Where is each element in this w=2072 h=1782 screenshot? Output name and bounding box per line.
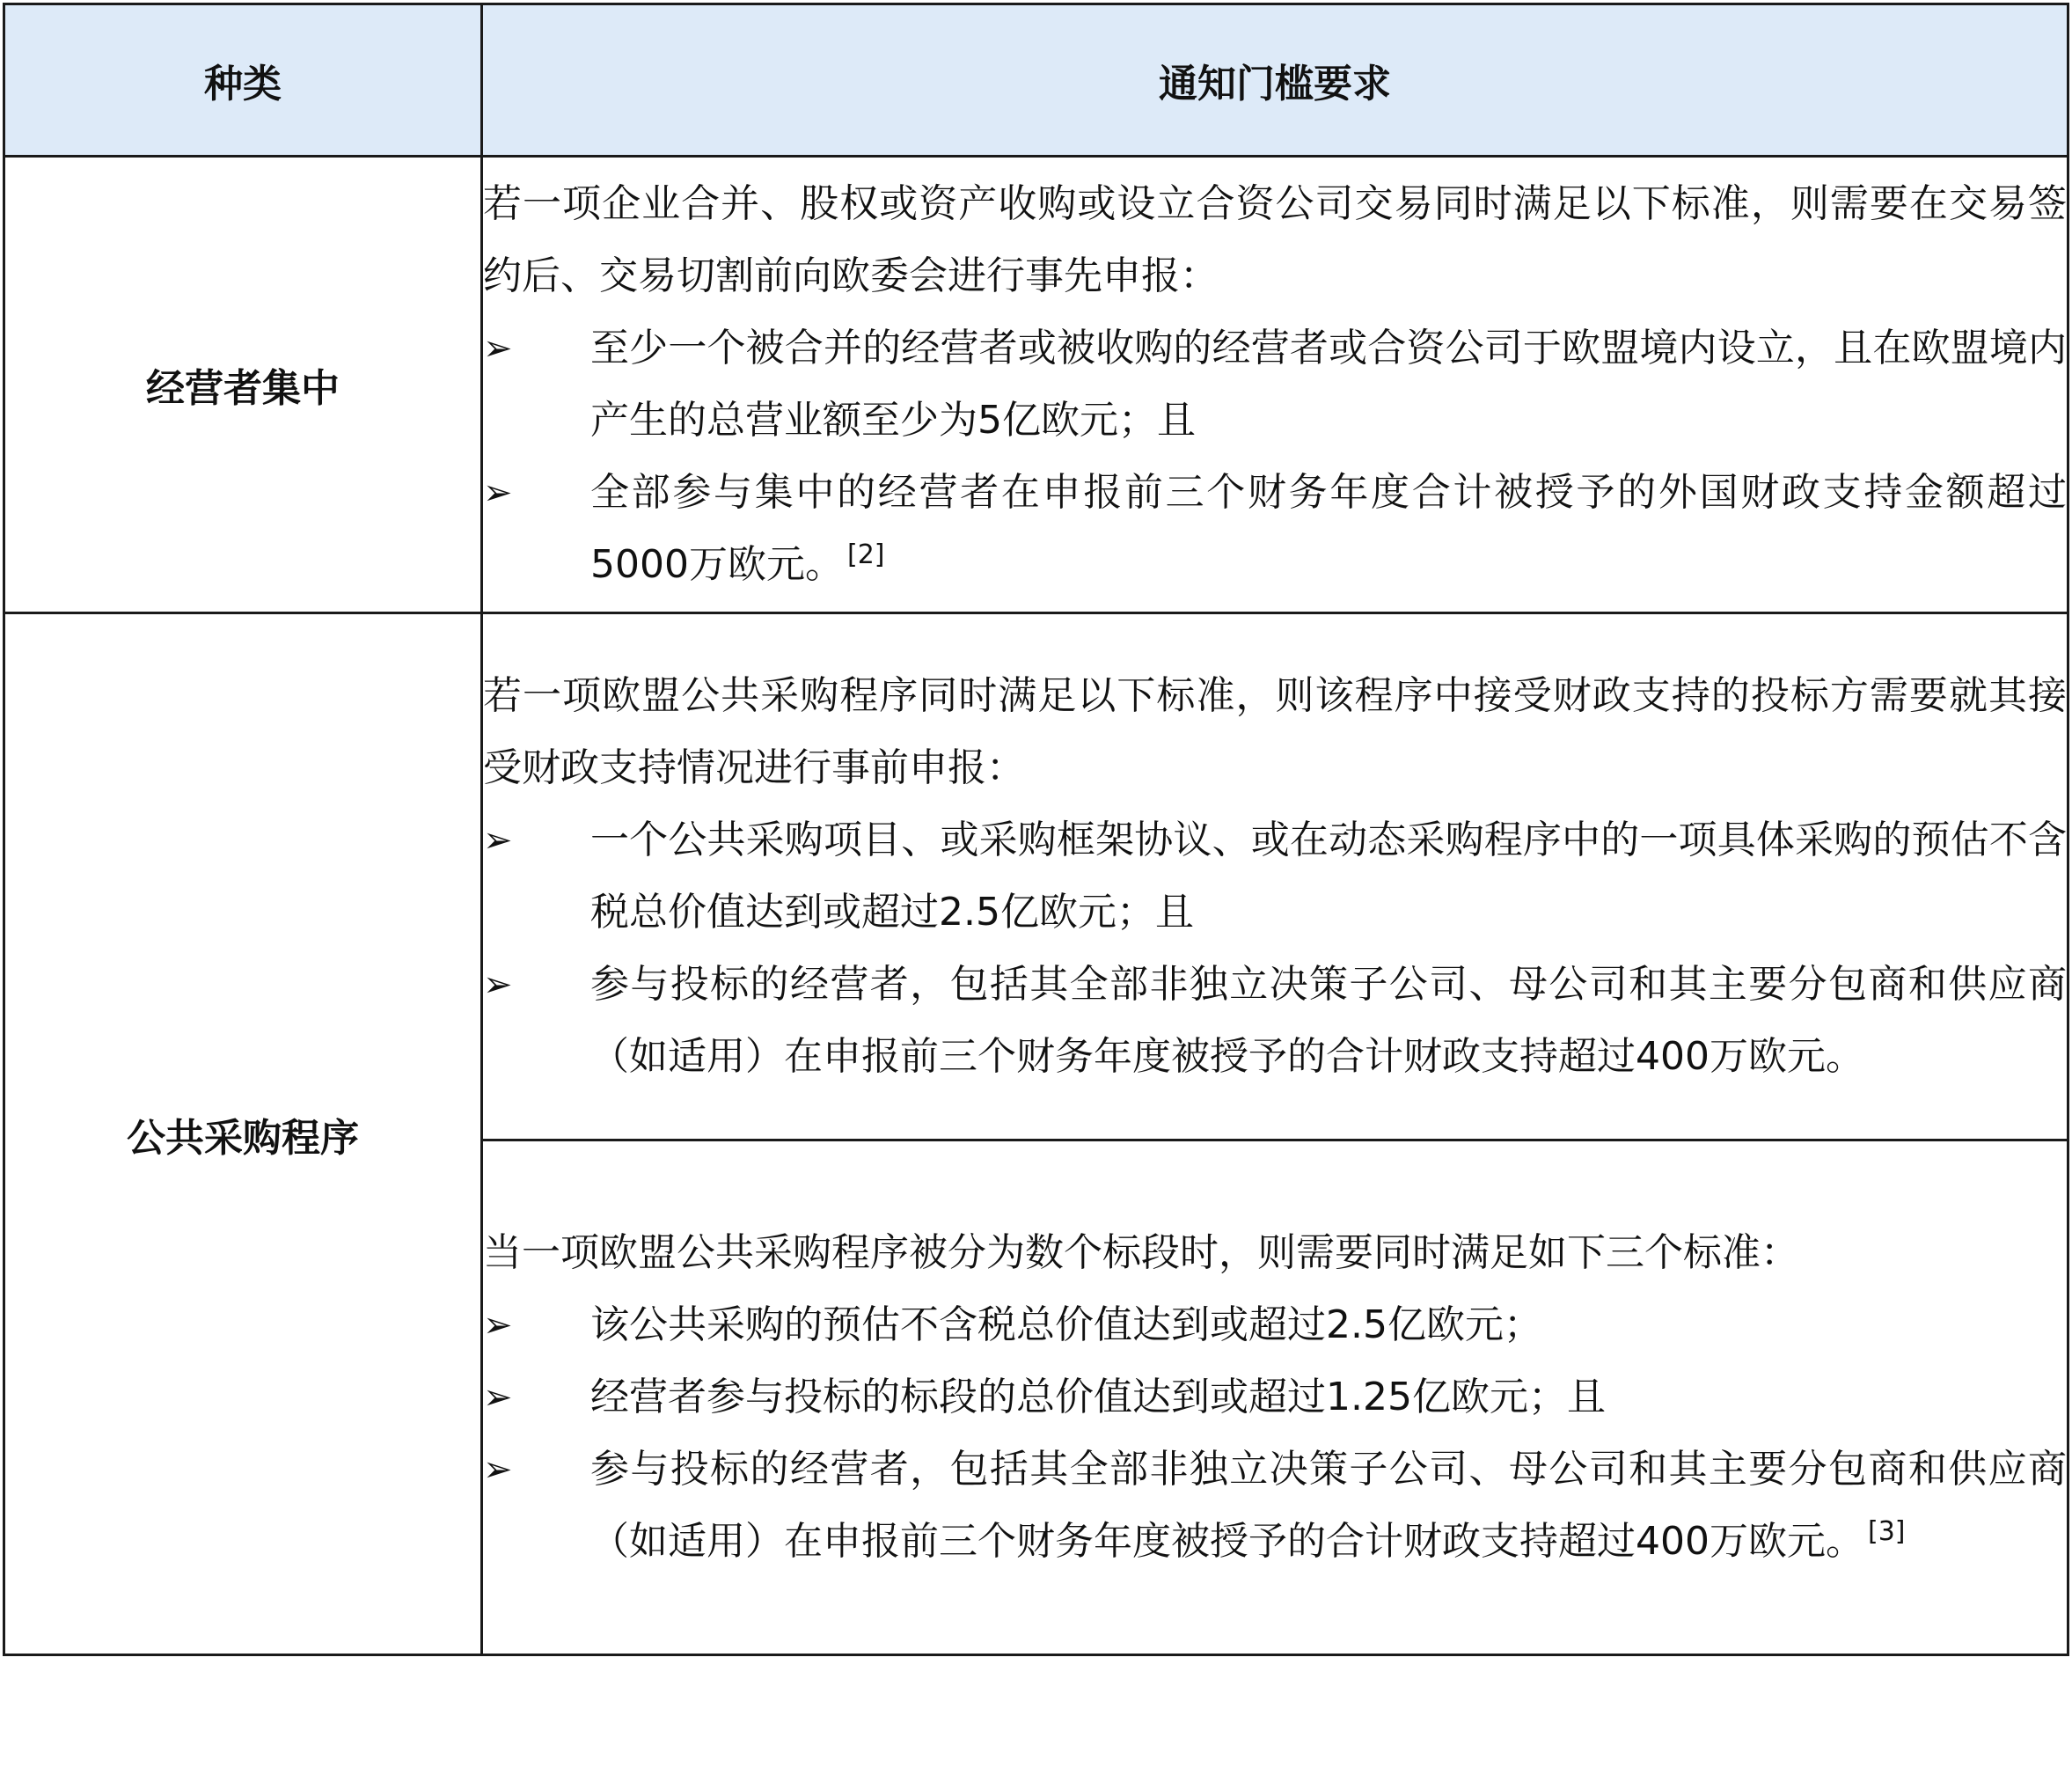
- category-cell: 经营者集中: [4, 157, 482, 613]
- requirement-cell: [482, 613, 2068, 1140]
- arrow-bullet-icon: ➢: [483, 328, 513, 369]
- list-item: [483, 1361, 2067, 1434]
- table-row: [4, 157, 2068, 613]
- requirement-intro: 若一项欧盟公共采购程序同时满足以下标准，则该程序中接受财政支持的投标方需要就其接受财政支持情况进行事前申报：: [483, 673, 2067, 790]
- arrow-bullet-icon: ➢: [483, 473, 513, 513]
- arrow-bullet-icon: ➢: [483, 820, 513, 861]
- list-item: [483, 1434, 2067, 1578]
- requirement-cell: [482, 1140, 2068, 1655]
- notification-threshold-table: [3, 3, 2069, 1656]
- list-item: [483, 949, 2067, 1093]
- footnote-marker: [2]: [846, 539, 885, 571]
- list-item-text: 一个公共采购项目、或采购框架协议、或在动态采购程序中的一项具体采购的预估不含税总价值达到或超过2.5亿欧元；且: [590, 818, 2067, 935]
- arrow-bullet-icon: ➢: [483, 1449, 513, 1490]
- list-item: [483, 804, 2067, 949]
- list-item: [483, 1289, 2067, 1361]
- list-item-text-body: 参与投标的经营者，包括其全部非独立决策子公司、母公司和其主要分包商和供应商（如适用）在申报前三个财务年度被授予的合计财政支持超过400万欧元。: [590, 1447, 2067, 1564]
- arrow-bullet-icon: ➢: [483, 964, 513, 1005]
- requirement-intro: 当一项欧盟公共采购程序被分为数个标段时，则需要同时满足如下三个标准：: [483, 1230, 1799, 1275]
- arrow-bullet-icon: ➢: [483, 1377, 513, 1418]
- footnote-marker: [3]: [1867, 1516, 1906, 1548]
- requirement-intro: 若一项企业合并、股权或资产收购或设立合资公司交易同时满足以下标准，则需要在交易签约后、交易切割前向欧委会进行事先申报：: [483, 181, 2067, 298]
- list-item-text-body: 全部参与集中的经营者在申报前三个财务年度合计被授予的外国财政支持金额超过5000万欧元。: [590, 470, 2067, 587]
- list-item-text: 该公共采购的预估不含税总价值达到或超过2.5亿欧元；: [590, 1302, 1542, 1347]
- list-item-text: 参与投标的经营者，包括其全部非独立决策子公司、母公司和其主要分包商和供应商（如适用）在申报前三个财务年度被授予的合计财政支持超过400万欧元。: [590, 962, 2067, 1079]
- arrow-bullet-icon: ➢: [483, 1305, 513, 1346]
- list-item: [483, 457, 2067, 601]
- category-cell: 公共采购程序: [4, 613, 482, 1655]
- table-header-row: [4, 4, 2068, 157]
- list-item: [483, 312, 2067, 457]
- header-requirement: 通知门槛要求: [482, 4, 2068, 157]
- list-item-text: 经营者参与投标的标段的总价值达到或超过1.25亿欧元；且: [590, 1375, 1606, 1419]
- header-category: 种类: [4, 4, 482, 157]
- table-row: [4, 613, 2068, 1140]
- list-item-text: 至少一个被合并的经营者或被收购的经营者或合资公司于欧盟境内设立，且在欧盟境内产生的总营业额至少为5亿欧元；且: [590, 326, 2067, 443]
- requirement-cell: [482, 157, 2068, 613]
- list-item-text: [590, 1434, 2067, 1578]
- list-item-text: [590, 457, 2067, 601]
